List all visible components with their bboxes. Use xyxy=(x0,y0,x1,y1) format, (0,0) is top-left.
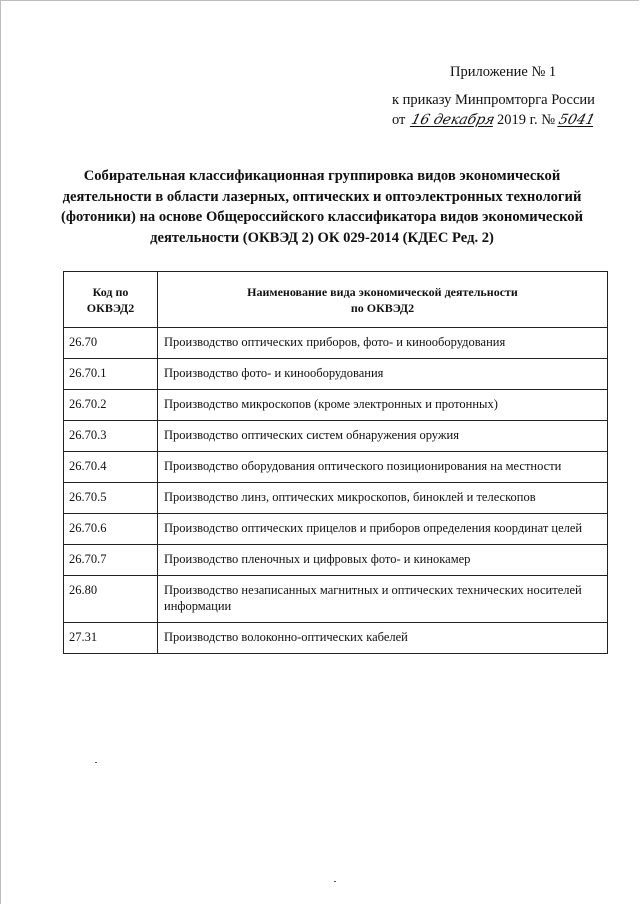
table-row xyxy=(64,359,608,390)
row-code: 26.70.2 xyxy=(64,390,158,421)
row-name: Производство фото- и кинооборудования xyxy=(158,359,608,390)
table-row xyxy=(64,421,608,452)
table-row xyxy=(64,390,608,421)
row-name: Производство оптических систем обнаружения оружия xyxy=(158,421,608,452)
name-header-line2: по ОКВЭД2 xyxy=(350,300,415,315)
order-reference: к приказу Минпромторга России xyxy=(392,92,595,108)
okved-table xyxy=(63,271,608,654)
appendix-header xyxy=(392,62,597,130)
row-code: 26.80 xyxy=(64,576,158,623)
document-title: Собирательная классификационная группировка видов экономической деятельности в области лазерных, оптических и оптоэлектронных технологий (фотоники) на основе Общероссийского классификатора видов экономической деятельности (ОКВЭД 2) ОК 029-2014 (КДЕС Ред. 2) xyxy=(60,168,583,246)
handwritten-order-number: 5041 xyxy=(556,112,597,128)
table-row xyxy=(64,545,608,576)
row-code: 26.70.5 xyxy=(64,483,158,514)
code-column-header xyxy=(64,272,158,328)
table-row xyxy=(64,483,608,514)
name-column-header xyxy=(158,272,608,328)
table-row xyxy=(64,328,608,359)
date-year: 2019 г. № xyxy=(497,112,556,128)
row-name: Производство микроскопов (кроме электронных и протонных) xyxy=(158,390,608,421)
code-header-line1: Код по xyxy=(92,284,129,299)
table-row xyxy=(64,623,608,654)
row-code: 26.70.6 xyxy=(64,514,158,545)
code-header-line2: ОКВЭД2 xyxy=(86,300,135,315)
table-row xyxy=(64,576,608,623)
table-row xyxy=(64,452,608,483)
row-name: Производство незаписанных магнитных и оптических технических носителей информации xyxy=(158,576,608,623)
table-row xyxy=(64,514,608,545)
date-prefix: от xyxy=(392,112,406,128)
scan-speck xyxy=(95,762,97,763)
name-header-line1: Наименование вида экономической деятельности xyxy=(247,284,518,299)
appendix-number: Приложение № 1 xyxy=(450,64,557,80)
row-code: 26.70.3 xyxy=(64,421,158,452)
row-name: Производство оборудования оптического позиционирования на местности xyxy=(158,452,608,483)
row-code: 26.70.1 xyxy=(64,359,158,390)
row-name: Производство волоконно-оптических кабелей xyxy=(158,623,608,654)
row-code: 26.70 xyxy=(64,328,158,359)
row-name: Производство линз, оптических микроскопов, биноклей и телескопов xyxy=(158,483,608,514)
row-code: 27.31 xyxy=(64,623,158,654)
handwritten-date: 16 декабря xyxy=(409,112,497,128)
table-header-row xyxy=(64,272,608,328)
scan-speck xyxy=(334,881,336,882)
order-date-line xyxy=(392,110,597,130)
row-name: Производство оптических приборов, фото- и кинооборудования xyxy=(158,328,608,359)
row-name: Производство оптических прицелов и приборов определения координат целей xyxy=(158,514,608,545)
row-code: 26.70.7 xyxy=(64,545,158,576)
row-name: Производство пленочных и цифровых фото- и кинокамер xyxy=(158,545,608,576)
row-code: 26.70.4 xyxy=(64,452,158,483)
